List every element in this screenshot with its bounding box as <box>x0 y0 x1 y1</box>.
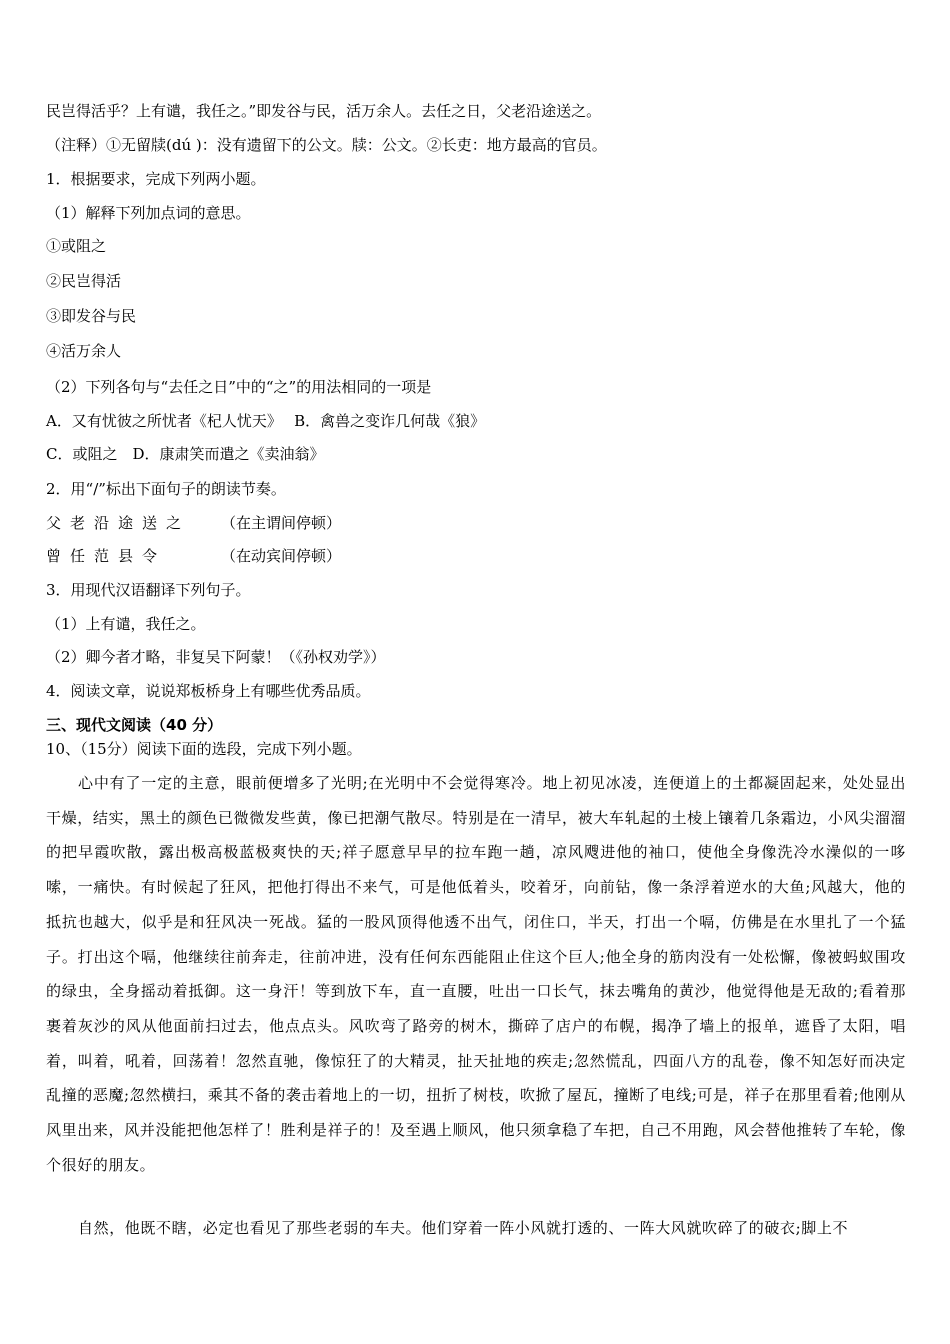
rhythm-hint: （在主谓间停顿） <box>221 514 342 532</box>
article-paragraph-1: 心中有了一定的主意，眼前便增多了光明;在光明中不会觉得寒冷。地上初见冰凌，连便道上的土都凝固起来，处处显出干燥，结实，黑土的颜色已微微发些黄，像已把潮气散尽。特别是在一清早，被大车轧起的土棱上镶着几条霜边，小风尖溜溜的把早霞吹散，露出极高极蓝极爽快的天;祥子愿意早早的拉车跑一趟，凉风飕进他的袖口，使他全身像洗冷水澡似的一哆嗦，一痛快。有时候起了狂风，把他打得出不来气，可是他低着头，咬着牙，向前钻，像一条浮着逆水的大鱼;风越大，他的抵抗也越大，似乎是和狂风决一死战。猛的一股风顶得他透不出气，闭住口，半天，打出一个嗝，仿佛是在水里扎了一个猛子。打出这个嗝，他继续往前奔走，往前冲进，没有任何东西能阻止住这个巨人;他全身的筋肉没有一处松懈，像被蚂蚁围攻的绿虫，全身摇动着抵御。这一身汗！等到放下车，直一直腰，吐出一口长气，抹去嘴角的黄沙，他觉得他是无敌的;看着那裹着灰沙的风从他面前扫过去，他点点头。风吹弯了路旁的树木，撕碎了店户的布幌，揭净了墙上的报单，遮昏了太阳，唱着，叫着，吼着，回荡着！忽然直驰，像惊狂了的大精灵，扯天扯地的疾走;忽然慌乱，四面八方的乱卷，像不知怎好而决定乱撞的恶魔;忽然横扫，乘其不备的袭击着地上的一切，扭折了树枝，吹掀了屋瓦，撞断了电线;可是，祥子在那里看着;他刚从风里出来，风并没能把他怎样了！胜利是祥子的！及至遇上顺风，他只须拿稳了车把，自己不用跑，风会替他推转了车轮，像个很好的朋友。 <box>46 774 906 1174</box>
annotation-note: （注释）①无留牍(dú )：没有遗留下的公文。牍：公文。②长吏：地方最高的官员。 <box>46 136 607 154</box>
question-4-title: 4．阅读文章，说说郑板桥身上有哪些优秀品质。 <box>46 682 371 700</box>
rhythm-line-1 <box>46 513 341 533</box>
translate-sentence-2: （2）卿今者才略，非复吴下阿蒙！（《孙权劝学》） <box>46 648 386 666</box>
word-item: ④活万余人 <box>46 342 122 360</box>
passage-ending: 民岂得活乎？上有谴，我任之。”即发谷与民，活万余人。去任之日，父老沿途送之。 <box>46 102 602 120</box>
rhythm-line-2 <box>46 546 341 566</box>
options-a-b: A．又有忧彼之所忧者《杞人忧天》 B．禽兽之变诈几何哉《狼》 <box>46 412 486 430</box>
options-c-d: C．或阻之 D．康肃笑而遣之《卖油翁》 <box>46 445 325 463</box>
question-1-sub2: （2）下列各句与“去任之日”中的“之”的用法相同的一项是 <box>46 378 432 396</box>
question-3-title: 3．用现代汉语翻译下列句子。 <box>46 581 251 599</box>
question-2-title: 2．用“/”标出下面句子的朗读节奏。 <box>46 480 286 498</box>
word-item: ①或阻之 <box>46 237 107 255</box>
question-1-sub1: （1）解释下列加点词的意思。 <box>46 204 251 222</box>
section-heading: 三、现代文阅读（40 分） <box>46 716 223 734</box>
word-item: ②民岂得活 <box>46 272 122 290</box>
article-paragraph-2: 自然，他既不瞎，必定也看见了那些老弱的车夫。他们穿着一阵小风就打透的、一阵大风就吹碎了的破衣;脚上不 <box>78 1219 849 1237</box>
rhythm-words: 曾任范县令 <box>46 547 167 565</box>
question-10-intro: 10、（15分）阅读下面的选段，完成下列小题。 <box>46 740 362 758</box>
question-1-title: 1．根据要求，完成下列两小题。 <box>46 170 266 188</box>
rhythm-words: 父老沿途送之 <box>46 514 191 532</box>
translate-sentence-1: （1）上有谴，我任之。 <box>46 615 206 633</box>
word-item: ③即发谷与民 <box>46 307 137 325</box>
rhythm-hint: （在动宾间停顿） <box>221 547 342 565</box>
